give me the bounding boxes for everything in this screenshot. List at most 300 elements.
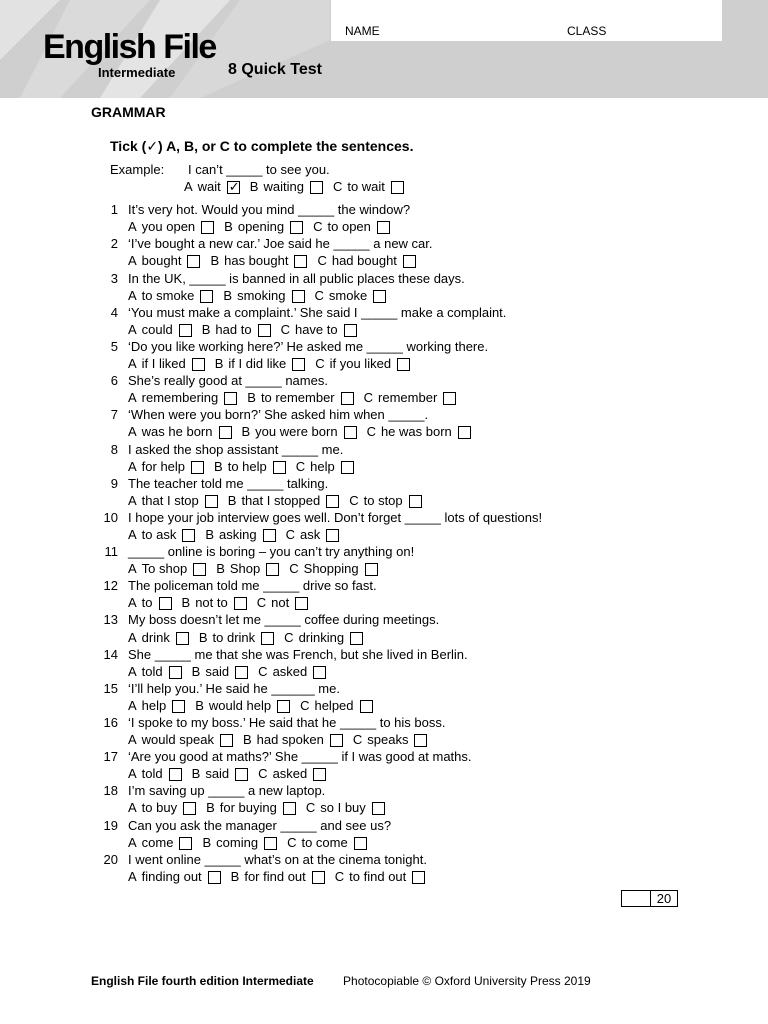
option-letter: B bbox=[181, 595, 191, 611]
question-options bbox=[128, 697, 383, 714]
option-letter: A bbox=[128, 492, 137, 508]
question-text: My boss doesn’t let me _____ coffee during meetings. bbox=[128, 612, 440, 628]
option-text: that I stop bbox=[141, 492, 199, 508]
tick-box[interactable] bbox=[326, 529, 339, 542]
option-text: said bbox=[205, 663, 230, 679]
question-row bbox=[0, 475, 768, 492]
option-a bbox=[128, 423, 232, 440]
option-b bbox=[242, 423, 357, 440]
option-letter: B bbox=[191, 663, 201, 679]
question-options bbox=[128, 560, 388, 577]
option-b bbox=[228, 492, 339, 509]
option-letter: B bbox=[249, 179, 259, 195]
option-c bbox=[296, 458, 354, 475]
option-c bbox=[364, 389, 457, 406]
tick-box[interactable] bbox=[330, 734, 343, 747]
question-options bbox=[128, 492, 432, 509]
option-letter: C bbox=[287, 834, 297, 850]
option-letter: B bbox=[198, 629, 208, 645]
option-letter: C bbox=[363, 390, 374, 406]
option-letter: C bbox=[366, 424, 376, 440]
question-number: 6 bbox=[110, 373, 118, 389]
score-box bbox=[621, 890, 678, 907]
option-c bbox=[258, 663, 326, 680]
option-text: you were born bbox=[255, 424, 338, 440]
option-letter: B bbox=[227, 492, 237, 508]
tick-box[interactable] bbox=[172, 700, 185, 713]
tick-box[interactable] bbox=[409, 495, 422, 508]
option-letter: C bbox=[305, 800, 316, 816]
tick-box[interactable] bbox=[341, 461, 354, 474]
question-number: 1 bbox=[110, 202, 118, 218]
option-b bbox=[223, 287, 304, 304]
question-options-row bbox=[0, 423, 768, 440]
question-options-row bbox=[0, 458, 768, 475]
option-text: had bought bbox=[331, 253, 397, 269]
option-letter: A bbox=[128, 287, 137, 303]
tick-box[interactable] bbox=[191, 461, 204, 474]
question-options-row bbox=[0, 492, 768, 509]
question-number: 5 bbox=[110, 338, 118, 354]
tick-box[interactable] bbox=[176, 632, 189, 645]
question-options bbox=[128, 594, 318, 611]
tick-box[interactable] bbox=[290, 221, 303, 234]
option-text: not bbox=[271, 595, 290, 611]
question-text: She _____ me that she was French, but she lived in Berlin. bbox=[128, 646, 468, 662]
question-options-row bbox=[0, 765, 768, 782]
question-row bbox=[0, 646, 768, 663]
tick-box[interactable] bbox=[292, 358, 305, 371]
option-letter: A bbox=[128, 321, 137, 337]
example-options bbox=[184, 178, 414, 195]
option-b bbox=[210, 252, 307, 269]
tick-box[interactable] bbox=[295, 597, 308, 610]
question-text: I’m saving up _____ a new laptop. bbox=[128, 783, 326, 799]
tick-box[interactable] bbox=[313, 666, 326, 679]
option-text: would speak bbox=[141, 732, 214, 748]
option-text: to open bbox=[327, 219, 371, 235]
option-b bbox=[214, 458, 286, 475]
tick-box[interactable] bbox=[193, 563, 206, 576]
option-b bbox=[206, 799, 296, 816]
option-letter: A bbox=[128, 868, 137, 884]
tick-box[interactable] bbox=[313, 768, 326, 781]
example-row bbox=[0, 161, 768, 178]
option-text: said bbox=[205, 766, 230, 782]
option-letter: C bbox=[258, 663, 268, 679]
option-a bbox=[128, 834, 192, 851]
tick-box[interactable] bbox=[458, 426, 471, 439]
question-number: 10 bbox=[103, 509, 118, 525]
option-a bbox=[128, 252, 200, 269]
example-label: Example: bbox=[110, 162, 165, 177]
option-text: to stop bbox=[363, 492, 403, 508]
question-number: 8 bbox=[110, 441, 118, 457]
tick-box[interactable] bbox=[179, 837, 192, 850]
tick-box[interactable] bbox=[292, 290, 305, 303]
question-options-row bbox=[0, 526, 768, 543]
question-options bbox=[128, 765, 336, 782]
option-b bbox=[231, 868, 325, 885]
tick-box[interactable] bbox=[220, 734, 233, 747]
tick-box[interactable] bbox=[183, 802, 196, 815]
question-text: The teacher told me _____ talking. bbox=[128, 475, 329, 491]
question-options-row bbox=[0, 321, 768, 338]
question-options bbox=[128, 834, 377, 851]
option-a bbox=[128, 492, 218, 509]
question-row bbox=[0, 611, 768, 628]
tick-box[interactable] bbox=[273, 461, 286, 474]
option-c bbox=[333, 178, 404, 195]
option-letter: B bbox=[205, 526, 215, 542]
option-letter: B bbox=[206, 800, 215, 816]
tick-box[interactable] bbox=[350, 632, 363, 645]
option-letter: C bbox=[332, 179, 343, 195]
option-letter: B bbox=[247, 390, 256, 406]
option-text: asked bbox=[272, 663, 308, 679]
option-text: ask bbox=[300, 526, 321, 542]
tick-box[interactable] bbox=[205, 495, 218, 508]
option-text: have to bbox=[294, 321, 338, 337]
option-c bbox=[286, 526, 340, 543]
question-row bbox=[0, 270, 768, 287]
option-c bbox=[258, 765, 326, 782]
question-text: It’s very hot. Would you mind _____ the window? bbox=[128, 202, 411, 218]
option-c bbox=[281, 321, 357, 338]
tick-box[interactable] bbox=[266, 563, 279, 576]
tick-box[interactable] bbox=[208, 871, 221, 884]
question-text: Can you ask the manager _____ and see us? bbox=[128, 817, 392, 833]
option-letter: A bbox=[128, 458, 137, 474]
tick-box[interactable] bbox=[169, 666, 182, 679]
question-row bbox=[0, 201, 768, 218]
question-options bbox=[128, 868, 435, 885]
question-number: 20 bbox=[103, 851, 118, 867]
option-letter: C bbox=[289, 561, 299, 577]
option-text: to come bbox=[301, 834, 348, 850]
option-text: has bought bbox=[224, 253, 289, 269]
tick-box[interactable] bbox=[443, 392, 456, 405]
question-number: 17 bbox=[103, 749, 118, 765]
question-number: 16 bbox=[103, 715, 118, 730]
option-letter: A bbox=[128, 629, 137, 645]
question-options bbox=[128, 526, 349, 543]
question-options bbox=[128, 458, 364, 475]
question-text: I went online _____ what’s on at the cinema tonight. bbox=[128, 851, 427, 867]
option-letter: C bbox=[280, 321, 290, 337]
option-text: help bbox=[141, 697, 167, 713]
question-options-row bbox=[0, 252, 768, 269]
tick-box[interactable] bbox=[373, 290, 386, 303]
question-options bbox=[128, 423, 481, 440]
tick-box[interactable] bbox=[200, 290, 213, 303]
tick-box[interactable] bbox=[201, 221, 214, 234]
option-a bbox=[184, 178, 240, 195]
option-letter: A bbox=[128, 356, 137, 372]
option-a bbox=[128, 765, 182, 782]
tick-box[interactable] bbox=[391, 181, 404, 194]
option-b bbox=[202, 321, 271, 338]
option-c bbox=[287, 834, 367, 851]
tick-box[interactable] bbox=[283, 802, 296, 815]
score-blank-field[interactable] bbox=[622, 891, 651, 906]
option-text: told bbox=[141, 663, 163, 679]
option-letter: A bbox=[128, 424, 137, 440]
option-letter: B bbox=[230, 868, 240, 884]
option-a bbox=[128, 629, 189, 646]
option-letter: C bbox=[317, 253, 327, 269]
option-text: to find out bbox=[349, 868, 407, 884]
question-row bbox=[0, 543, 768, 560]
option-text: smoking bbox=[237, 287, 286, 303]
question-number: 4 bbox=[110, 304, 118, 320]
question-number: 3 bbox=[110, 270, 118, 286]
question-options-row bbox=[0, 697, 768, 714]
option-text: he was born bbox=[380, 424, 452, 440]
option-letter: C bbox=[334, 868, 345, 884]
tick-box[interactable] bbox=[224, 392, 237, 405]
option-a bbox=[128, 663, 182, 680]
question-options-row bbox=[0, 594, 768, 611]
question-row bbox=[0, 577, 768, 594]
option-c bbox=[317, 252, 415, 269]
tick-box[interactable] bbox=[312, 871, 325, 884]
tick-box[interactable] bbox=[219, 426, 232, 439]
question-text: _____ online is boring – you can’t try anything on! bbox=[128, 544, 415, 560]
option-text: could bbox=[141, 321, 173, 337]
tick-box[interactable] bbox=[277, 700, 290, 713]
question-text: ‘You must make a complaint.’ She said I _____ make a complaint. bbox=[128, 304, 507, 320]
question-number: 9 bbox=[110, 475, 118, 491]
option-text: come bbox=[141, 834, 174, 850]
question-options-row bbox=[0, 799, 768, 816]
option-text: told bbox=[141, 766, 163, 782]
option-c bbox=[349, 492, 421, 509]
option-text: if I liked bbox=[141, 356, 186, 372]
question-options-row bbox=[0, 663, 768, 680]
tick-box[interactable] bbox=[294, 255, 307, 268]
question-row bbox=[0, 406, 768, 423]
option-letter: C bbox=[295, 458, 306, 474]
question-options bbox=[128, 389, 466, 406]
tick-box[interactable] bbox=[192, 358, 205, 371]
option-c bbox=[315, 355, 410, 372]
question-options bbox=[128, 321, 367, 338]
question-options-row bbox=[0, 560, 768, 577]
question-number: 18 bbox=[103, 783, 118, 799]
option-text: that I stopped bbox=[241, 492, 321, 508]
option-text: drink bbox=[141, 629, 170, 645]
question-options bbox=[128, 355, 420, 372]
question-options-row bbox=[0, 355, 768, 372]
option-text: To shop bbox=[141, 561, 188, 577]
tick-box[interactable] bbox=[179, 324, 192, 337]
option-b bbox=[216, 560, 279, 577]
tick-box[interactable] bbox=[326, 495, 339, 508]
option-letter: A bbox=[128, 253, 137, 269]
option-b bbox=[250, 178, 323, 195]
tick-box[interactable] bbox=[397, 358, 410, 371]
option-text: helped bbox=[314, 697, 354, 713]
tick-box[interactable] bbox=[169, 768, 182, 781]
question-row bbox=[0, 304, 768, 321]
question-number: 7 bbox=[110, 407, 118, 423]
option-a bbox=[128, 458, 204, 475]
question-options-row bbox=[0, 287, 768, 304]
tick-box[interactable] bbox=[344, 324, 357, 337]
option-a bbox=[128, 287, 213, 304]
option-b bbox=[224, 218, 303, 235]
option-text: would help bbox=[208, 697, 272, 713]
question-text: ‘Do you like working here?’ He asked me _____ working there. bbox=[128, 338, 489, 354]
option-c bbox=[300, 697, 372, 714]
option-text: to remember bbox=[260, 390, 335, 406]
question-text: She’s really good at _____ names. bbox=[128, 373, 328, 389]
tick-box[interactable] bbox=[341, 392, 354, 405]
option-text: for buying bbox=[219, 800, 277, 816]
tick-box[interactable] bbox=[377, 221, 390, 234]
question-text: ‘I’ll help you.’ He said he ______ me. bbox=[128, 680, 340, 696]
option-text: wait bbox=[197, 179, 221, 195]
option-c bbox=[335, 868, 426, 885]
questions-area bbox=[0, 161, 768, 885]
option-letter: C bbox=[314, 287, 324, 303]
tick-box[interactable] bbox=[234, 597, 247, 610]
question-text: In the UK, _____ is banned in all public places these days. bbox=[128, 270, 465, 286]
question-text: ‘I spoke to my boss.’ He said that he _____ to his boss. bbox=[128, 715, 446, 730]
option-text: Shop bbox=[229, 561, 261, 577]
footer-copyright: Photocopiable © Oxford University Press 2019 bbox=[343, 974, 591, 988]
option-letter: A bbox=[128, 390, 137, 406]
option-b bbox=[247, 389, 353, 406]
page-header bbox=[0, 0, 768, 98]
option-text: you open bbox=[141, 219, 196, 235]
tick-box[interactable] bbox=[412, 871, 425, 884]
tick-box[interactable] bbox=[235, 666, 248, 679]
question-options-row bbox=[0, 389, 768, 406]
question-options bbox=[128, 799, 395, 816]
option-a bbox=[128, 560, 206, 577]
tick-box[interactable] bbox=[344, 426, 357, 439]
option-a bbox=[128, 731, 233, 748]
section-title: GRAMMAR bbox=[91, 104, 166, 120]
option-c bbox=[313, 218, 390, 235]
option-a bbox=[128, 594, 172, 611]
option-text: asking bbox=[219, 526, 257, 542]
option-a bbox=[128, 321, 192, 338]
option-b bbox=[195, 697, 290, 714]
option-text: was he born bbox=[141, 424, 213, 440]
question-row bbox=[0, 338, 768, 355]
option-letter: A bbox=[128, 526, 137, 542]
option-letter: B bbox=[201, 321, 211, 337]
option-letter: B bbox=[216, 561, 225, 577]
option-b bbox=[199, 629, 274, 646]
option-text: had to bbox=[215, 321, 252, 337]
option-b bbox=[202, 834, 277, 851]
option-b bbox=[182, 594, 247, 611]
page-footer bbox=[91, 974, 591, 988]
option-a bbox=[128, 697, 185, 714]
tick-box[interactable] bbox=[258, 324, 271, 337]
question-row bbox=[0, 372, 768, 389]
question-row bbox=[0, 782, 768, 799]
option-text: to buy bbox=[141, 800, 178, 816]
option-text: remembering bbox=[141, 390, 219, 406]
option-text: if you liked bbox=[329, 356, 392, 372]
option-letter: A bbox=[128, 834, 137, 850]
option-a bbox=[128, 389, 237, 406]
tick-box[interactable] bbox=[159, 597, 172, 610]
option-text: Shopping bbox=[303, 561, 359, 577]
tick-box[interactable] bbox=[264, 837, 277, 850]
tick-box[interactable] bbox=[360, 700, 373, 713]
question-row bbox=[0, 748, 768, 765]
tick-box[interactable] bbox=[235, 768, 248, 781]
option-text: to drink bbox=[212, 629, 256, 645]
option-c bbox=[257, 594, 308, 611]
question-row bbox=[0, 714, 768, 731]
name-class-box bbox=[331, 0, 722, 41]
tick-box[interactable] bbox=[182, 529, 195, 542]
example-sentence: I can’t _____ to see you. bbox=[188, 162, 330, 177]
tick-box[interactable] bbox=[354, 837, 367, 850]
option-letter: B bbox=[191, 766, 201, 782]
option-text: to help bbox=[227, 458, 267, 474]
option-letter: A bbox=[128, 732, 137, 748]
option-letter: A bbox=[128, 697, 137, 713]
question-text: I hope your job interview goes well. Don’t forget _____ lots of questions! bbox=[128, 509, 543, 525]
tick-box[interactable] bbox=[187, 255, 200, 268]
option-text: bought bbox=[141, 253, 182, 269]
tick-box[interactable] bbox=[261, 632, 274, 645]
tick-box[interactable] bbox=[365, 563, 378, 576]
option-letter: C bbox=[300, 697, 310, 713]
test-title: 8 Quick Test bbox=[228, 61, 322, 78]
question-number: 12 bbox=[103, 578, 118, 594]
tick-box[interactable] bbox=[403, 255, 416, 268]
option-c bbox=[315, 287, 387, 304]
question-row bbox=[0, 235, 768, 252]
option-a bbox=[128, 526, 195, 543]
option-b bbox=[192, 765, 249, 782]
tick-box[interactable] bbox=[227, 181, 240, 194]
option-c bbox=[367, 423, 471, 440]
option-b bbox=[192, 663, 249, 680]
option-text: waiting bbox=[263, 179, 304, 195]
option-letter: B bbox=[224, 219, 233, 235]
option-letter: B bbox=[242, 732, 252, 748]
question-options-row bbox=[0, 629, 768, 646]
option-text: so I buy bbox=[320, 800, 366, 816]
tick-box[interactable] bbox=[310, 181, 323, 194]
option-letter: A bbox=[128, 595, 137, 611]
logo-title: English File bbox=[43, 28, 216, 66]
question-options bbox=[128, 663, 336, 680]
option-letter: A bbox=[128, 766, 137, 782]
question-row bbox=[0, 817, 768, 834]
option-text: to bbox=[141, 595, 153, 611]
option-letter: C bbox=[285, 526, 295, 542]
question-row bbox=[0, 441, 768, 458]
tick-box[interactable] bbox=[263, 529, 276, 542]
option-letter: B bbox=[241, 424, 251, 440]
tick-box[interactable] bbox=[372, 802, 385, 815]
question-options bbox=[128, 287, 396, 304]
option-text: not to bbox=[195, 595, 228, 611]
question-number: 2 bbox=[110, 236, 118, 252]
tick-box[interactable] bbox=[414, 734, 427, 747]
